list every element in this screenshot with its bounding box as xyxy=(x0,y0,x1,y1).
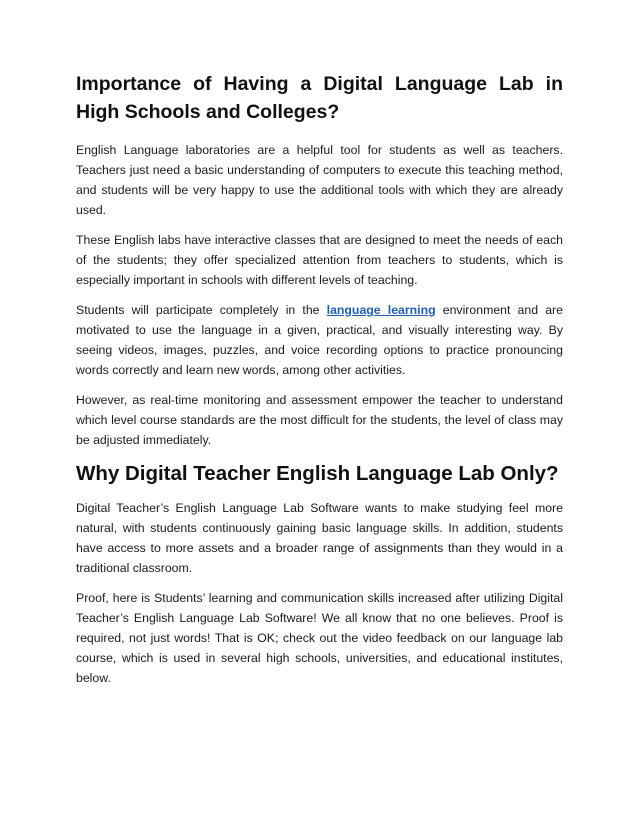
paragraph-realtime-monitoring: However, as real-time monitoring and assessment empower the teacher to understand which level course standards are the most difficult for the students, the level of class may be adjusted immediately. xyxy=(76,393,563,447)
paragraph-student-participation xyxy=(76,300,563,380)
paragraph-labs-helpful: English Language laboratories are a helpful tool for students as well as teachers. Teachers just need a basic understanding of computers to execute this teaching method, and students will be very happy to use the additional tools with which they are already used. xyxy=(76,143,563,217)
section-heading-why-digital-teacher: Why Digital Teacher English Language Lab Only? xyxy=(76,462,559,485)
paragraph-text-before-link: Students will participate completely in the xyxy=(76,303,327,317)
paragraph-text-after-link: environment and are motivated to use the language in a given, practical, and visually interesting way. By seeing videos, images, puzzles, and voice recording options to practice pronouncing words correctly and learn new words, among other activities. xyxy=(76,303,563,377)
paragraph-proof: Proof, here is Students’ learning and communication skills increased after utilizing Digital Teacher’s English Language Lab Software! We all know that no one believes. Proof is required, not just words! That is OK; check out the video feedback on our language lab course, which is used in several high schools, universities, and educational institutes, below. xyxy=(76,591,563,685)
document-page xyxy=(76,70,563,698)
language-learning-link[interactable]: language learning xyxy=(326,303,436,317)
section-heading-importance: Importance of Having a Digital Language Lab in High Schools and Colleges? xyxy=(76,73,563,123)
paragraph-interactive-classes: These English labs have interactive classes that are designed to meet the needs of each of the students; they offer specialized attention from teachers to students, which is especially important in schools with different levels of teaching. xyxy=(76,233,563,287)
paragraph-software-natural: Digital Teacher’s English Language Lab Software wants to make studying feel more natural, with students continuously gaining basic language skills. In addition, students have access to more assets and a broader range of assignments than they would in a traditional classroom. xyxy=(76,501,563,575)
